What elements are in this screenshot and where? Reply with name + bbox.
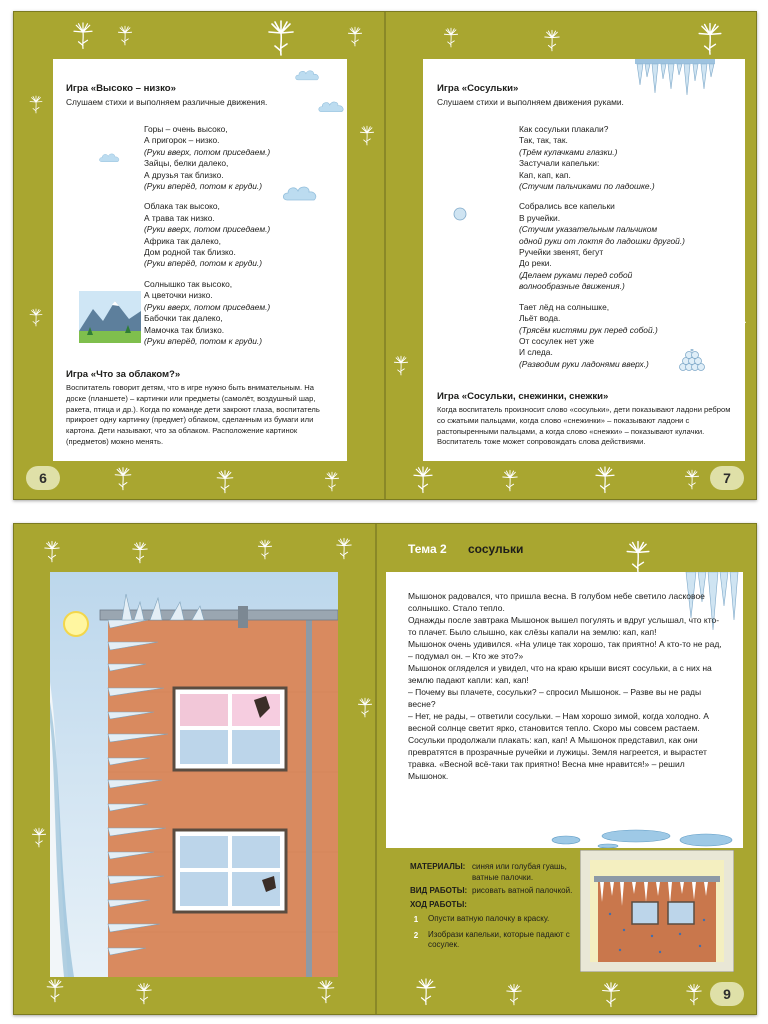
step-text: Опусти ватную палочку в краску. — [428, 914, 550, 923]
story-paragraph: Однажды после завтрака Мышонок вышел погулять и вдруг услышал, что кто-то плачет. Было слышно, как слёзы капали на землю: кап, кап! — [408, 615, 720, 637]
step-number: 2 — [410, 930, 422, 942]
spine-gutter — [375, 524, 377, 1014]
poem-line: До реки. — [519, 258, 552, 269]
steps-label: ХОД РАБОТЫ: — [410, 899, 467, 909]
dandelion-icon — [344, 24, 366, 48]
dandelion-icon — [132, 980, 156, 1006]
work-type-label: ВИД РАБОТЫ: — [410, 886, 468, 895]
poem-action-line: (Руки вверх, потом приседаем.) — [144, 224, 271, 235]
bottom-spread — [13, 523, 757, 1015]
dandelion-icon — [26, 92, 46, 116]
poem — [519, 124, 719, 379]
story-paragraph: – Почему вы плачете, сосульки? – спросил Мышонок. – Разве вы не рады весне? — [408, 687, 702, 709]
dandelion-icon — [40, 538, 64, 564]
dandelion-icon — [26, 302, 46, 332]
dandelion-icon — [540, 28, 564, 52]
dandelion-icon — [128, 540, 152, 564]
dandelion-icon — [110, 464, 136, 492]
game-instructions: Слушаем стихи и выполняем движения руками. — [437, 97, 624, 107]
poem-action-line: (Делаем руками перед собой — [519, 269, 633, 280]
sample-drawing-picture — [580, 850, 734, 972]
task-block — [410, 862, 588, 950]
poem-action-line: (Стучим пальчиками по ладошке.) — [519, 181, 655, 192]
game-title: Игра «Что за облаком?» — [66, 369, 181, 380]
theme-title: сосульки — [468, 542, 524, 556]
dandelion-icon — [680, 468, 704, 490]
icicles-house-illustration — [50, 572, 338, 977]
poem-line: Облака так высоко, — [144, 201, 220, 212]
poem-action-line: волнообразные движения.) — [519, 281, 625, 292]
poem-line: А друзья так близко. — [144, 169, 224, 180]
game-title: Игра «Сосульки, снежинки, снежки» — [437, 391, 609, 402]
poem-line: От сосулек нет уже — [519, 335, 595, 346]
dandelion-icon — [210, 468, 240, 494]
spine-gutter — [384, 12, 386, 499]
step-item — [410, 914, 588, 926]
snowball-icon — [453, 207, 467, 221]
game-description: Когда воспитатель произносит слово «сосульки», дети показывают ладони ребром со сжатыми пальцами, когда слово «снежинки» – показывают ладони с растопыренными пальцами, а когда слово «снежки» – показывают кулачки. Воспитатель тоже может сопровождать слова действиями. — [437, 405, 731, 447]
dandelion-icon — [354, 694, 376, 720]
dandelion-icon — [254, 536, 276, 562]
mountain-picture-icon — [79, 291, 141, 343]
poem-stanza — [519, 124, 719, 192]
page-number: 9 — [710, 982, 744, 1006]
cloud-icon — [98, 151, 122, 164]
poem-line: Мамочка так близко. — [144, 324, 225, 335]
dandelion-icon — [28, 822, 50, 852]
poem-action-line: (Руки вперёд, потом к груди.) — [144, 335, 262, 346]
poem-action-line: (Руки вверх, потом приседаем.) — [144, 301, 271, 312]
dandelion-icon — [42, 976, 68, 1004]
poem-stanza — [519, 201, 719, 292]
top-spread — [13, 11, 757, 500]
dandelion-icon — [596, 980, 626, 1008]
poem-line: Горы – очень высоко, — [144, 124, 228, 134]
poem-action-line: (Руки вверх, потом приседаем.) — [144, 146, 271, 157]
game-instructions: Слушаем стихи и выполняем различные движения. — [66, 97, 268, 107]
poem-line: Собрались все капельки — [519, 201, 615, 212]
story-paragraph: Мышонок радовался, что пришла весна. В голубом небе светило ласковое солнышко. Стало тепло. — [408, 591, 705, 613]
theme-label: Тема 2 — [408, 542, 447, 556]
poem-line: Застучали капельки: — [519, 158, 600, 169]
game-title: Игра «Сосульки» — [437, 83, 519, 94]
poem-line: Как сосульки плакали? — [519, 124, 609, 134]
poem-action-line: (Руки вперёд, потом к груди.) — [144, 181, 262, 192]
poem-action-line: (Трём кулачками глазки.) — [519, 146, 618, 157]
step-item — [410, 930, 588, 950]
poem-line: В ручейки. — [519, 212, 561, 223]
poem-action-line: (Руки вперёд, потом к груди.) — [144, 258, 262, 269]
poem-action-line: (Трясём кистями рук перед собой.) — [519, 324, 658, 335]
poem-line: Африка так далеко, — [144, 235, 221, 246]
poem-action-line: одной руки от локтя до ладошки другой.) — [519, 235, 685, 246]
page-9-panel — [386, 572, 743, 848]
step-number: 1 — [410, 914, 422, 926]
story-paragraph: Мышонок очень удивился. «На улице так хорошо, так приятно! А кто-то не рад, – подумал он. – Кто же это?» — [408, 639, 722, 661]
dandelion-icon — [692, 18, 728, 58]
poem-action-line: (Стучим указательным пальчиком — [519, 224, 658, 235]
work-type-value: рисовать ватной палочкой. — [472, 886, 573, 895]
poem-line: Солнышко так высоко, — [144, 278, 233, 289]
dandelion-icon — [356, 122, 378, 148]
page-number: 6 — [26, 466, 60, 490]
puddle-icon — [546, 818, 742, 848]
story-paragraph: – Нет, не рады, – ответили сосульки. – Нам хорошо зимой, когда холодно. А весной солнце светит ярко, становится тепло. Скоро мы совсем растаем. — [408, 711, 709, 733]
page-number: 7 — [710, 466, 744, 490]
materials-label: МАТЕРИАЛЫ: — [410, 862, 466, 871]
dandelion-icon — [498, 468, 522, 492]
poem-line: Тает лёд на солнышке, — [519, 301, 610, 312]
cloud-icon — [294, 68, 322, 82]
poem-stanza — [519, 302, 719, 370]
dandelion-icon — [406, 464, 440, 494]
page-7-panel — [423, 59, 745, 461]
dandelion-icon — [261, 16, 301, 58]
poem-line: Бабочки так далеко, — [144, 313, 223, 324]
materials-value: синяя или голубая гуашь, ватные палочки. — [472, 862, 567, 882]
dandelion-icon — [312, 978, 340, 1004]
poem-line: Зайцы, белки далеко, — [144, 158, 229, 169]
poem-line: И следа. — [519, 347, 553, 358]
dandelion-icon — [682, 982, 706, 1006]
dandelion-icon — [114, 22, 136, 48]
poem-line: Ручейки звенят, бегут — [519, 247, 604, 258]
page-6-panel — [53, 59, 347, 461]
poem-line: Льёт вода. — [519, 313, 561, 324]
dandelion-icon — [390, 352, 412, 378]
poem-line: А трава так низко. — [144, 212, 215, 223]
story-text — [408, 590, 726, 782]
game-description: Воспитатель говорит детям, что в игре нужно быть внимательным. На доске (планшете) – картинки или предметы (самолёт, воздушный шар, ракета, птица и др.). Когда по команде дети закроют глаза, воспитатель прикроет одну картинку (предмет) облаком, сделанным из бумаги или картона. Дети называют, что за облаком. Расположение картинок (предметов) можно менять. — [66, 383, 320, 446]
dandelion-icon — [590, 464, 620, 494]
poem — [144, 124, 334, 356]
game-title: Игра «Высоко – низко» — [66, 83, 176, 94]
poem-line: Дом родной так близко. — [144, 247, 236, 258]
poem-line: Кап, кап, кап. — [519, 169, 571, 180]
poem-stanza — [144, 279, 334, 347]
step-text: Изобрази капельки, которые падают с сосулек. — [428, 930, 570, 949]
poem-stanza — [144, 201, 334, 269]
dandelion-icon — [440, 24, 462, 50]
poem-stanza — [144, 124, 334, 192]
dandelion-icon — [502, 982, 526, 1006]
dandelion-icon — [320, 470, 344, 492]
dandelion-icon — [68, 20, 98, 50]
story-paragraph: Сосульки продолжали плакать: кап, кап! А Мышонок представил, как они превратятся в прозрачные ручейки и лужицы. Земля нагреется, и вырастет травка. «Весной всё-таки так приятно! Весна мне нравится!» – решил Мышонок. — [408, 735, 707, 781]
dandelion-icon — [332, 536, 356, 560]
poem-line: А пригорок – низко. — [144, 135, 220, 146]
poem-action-line: (Разводим руки ладонями вверх.) — [519, 358, 649, 369]
poem-line: Так, так, так. — [519, 135, 568, 146]
story-paragraph: Мышонок огляделся и увидел, что на краю крыши висят сосульки, а с них на землю падают капли: кап, кап! — [408, 663, 712, 685]
dandelion-icon — [620, 536, 656, 576]
poem-line: А цветочки низко. — [144, 290, 213, 301]
dandelion-icon — [410, 976, 442, 1006]
